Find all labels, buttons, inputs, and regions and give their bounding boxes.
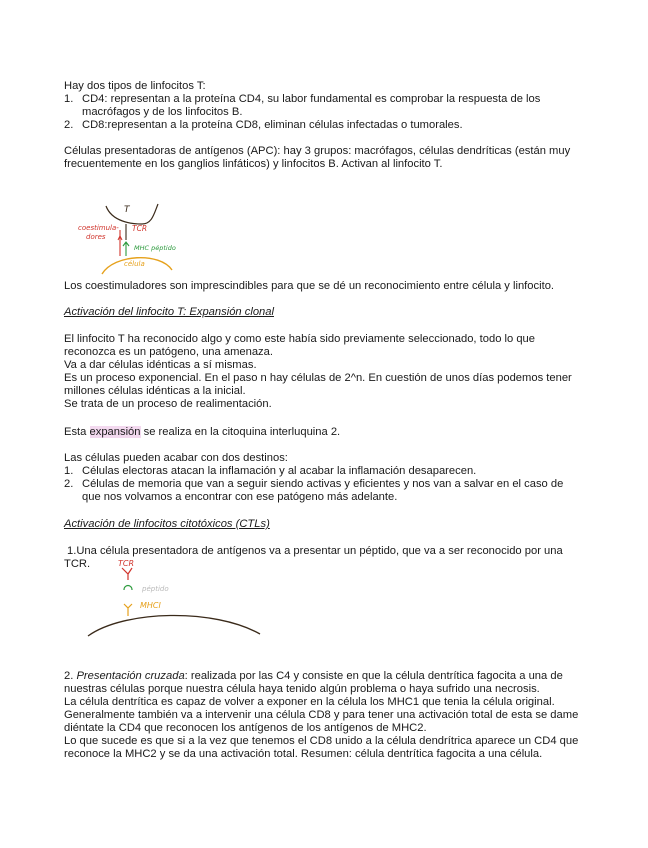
list-item-cd4-line2: macrófagos y de los linfocitos B. xyxy=(82,106,243,118)
t-label: T xyxy=(124,205,130,215)
destinos-intro: Las células pueden acabar con dos destinos: xyxy=(64,452,288,464)
mhc-label: MHCI xyxy=(140,601,161,610)
expansion-highlight: expansión xyxy=(89,426,141,438)
coestim-line-text: Los coestimuladores son imprescindibles para que se dé un reconocimiento entre célula y linfocito. xyxy=(64,280,555,292)
expansion-sentence xyxy=(64,426,340,439)
ctl-p2-line: Generalmente también va a intervenir una célula CD8 y para tener una activación total de esta se dame xyxy=(64,709,579,721)
ctl-p2-line1 xyxy=(64,670,563,683)
ctl-p2-line: nuestras células porque nuestra célula haya tenido algún problema o haya sufrido una necrosis. xyxy=(64,683,540,695)
list-number: 1. xyxy=(64,93,74,105)
section1-line: El linfocito T ha reconocido algo y como este había sido previamente seleccionado, todo lo que xyxy=(64,333,535,345)
section1-line: reconozca es un patógeno, una amenaza. xyxy=(64,346,273,358)
section1-line: Es un proceso exponencial. En el paso n hay células de 2^n. En cuestión de unos días podemos tener xyxy=(64,372,572,384)
tcr-shape xyxy=(122,568,132,580)
mhc-stem xyxy=(124,604,132,616)
intro-line: Hay dos tipos de linfocitos T: xyxy=(64,80,206,92)
ctl-p2-line: reconoce la MHC2 y se da una activación total. Resumen: célula dentrítica fagocita a una célula. xyxy=(64,748,543,760)
peptide-hook xyxy=(124,586,132,591)
expansion-pre: Esta xyxy=(64,426,90,438)
cell-label: célula xyxy=(124,260,145,268)
list-item-cd8: CD8:representan a la proteína CD8, eliminan células infectadas o tumorales. xyxy=(82,119,463,131)
tcr-label: TCR xyxy=(118,559,135,568)
section-heading-ctl: Activación de linfocitos citotóxicos (CTLs) xyxy=(64,518,270,530)
list-number: 2. xyxy=(64,119,74,131)
destino-2-line2: que nos volvamos a encontrar con ese patógeno más adelante. xyxy=(82,491,398,503)
coestim-label-2: dores xyxy=(86,233,106,241)
destino-1: Células electoras atacan la inflamación y al acabar la inflamación desaparecen. xyxy=(82,465,477,477)
apc-line2: frecuentemente en los ganglios linfáticos) y linfocitos B. Activan al linfocito T. xyxy=(64,158,443,170)
ctl-p1-line2: TCR. xyxy=(64,558,91,570)
section1-line: millones células idénticas a la inicial. xyxy=(64,385,246,397)
list-item-cd4-line1: CD4: representan a la proteína CD4, su labor fundamental es comprobar la respuesta de los xyxy=(82,93,541,105)
list-number: 1. xyxy=(64,465,74,477)
section1-line: Va a dar células idénticas a sí mismas. xyxy=(64,359,257,371)
tcr-label: TCR xyxy=(132,224,148,233)
mhc-arrow xyxy=(123,242,129,256)
p2-italic: Presentación cruzada xyxy=(76,670,185,682)
t-cell-membrane xyxy=(106,204,158,224)
cell-membrane xyxy=(88,615,260,636)
section1-line: Se trata de un proceso de realimentación. xyxy=(64,398,272,410)
list-number: 2. xyxy=(64,478,74,490)
p2-rest: : realizada por las C4 y consiste en que la célula dentrítica fagocita a una de xyxy=(184,670,563,682)
ctl-p1-line1: 1.Una célula presentadora de antígenos va a presentar un péptido, que va a ser reconocido por una xyxy=(67,545,563,557)
section-heading-expansion: Activación del linfocito T: Expansión clonal xyxy=(64,306,274,318)
apc-line1: Células presentadoras de antígenos (APC): hay 3 grupos: macrófagos, células dendríticas (están muy xyxy=(64,145,571,157)
coestim-label-1: coestimula- xyxy=(78,224,119,232)
p2-num: 2. xyxy=(64,670,77,682)
ctl-p2-line: diéntate la CD4 que reconocen los antígenos de los antígenos de MHC2. xyxy=(64,722,427,734)
mhc-label: MHC péptido xyxy=(134,244,176,252)
ctl-p2-line: Lo que sucede es que si a la vez que tenemos el CD8 unido a la célula dendrítrica aparece un CD4 que xyxy=(64,735,579,747)
ctl-p2-line: La célula dentrítica es capaz de volver a exponer en la célula los MHC1 que tenia la célula original. xyxy=(64,696,555,708)
tcr-mhc-sketch xyxy=(80,200,210,274)
tcr-peptide-sketch xyxy=(84,558,264,638)
peptido-label: péptido xyxy=(142,585,169,593)
expansion-post: se realiza en la citoquina interluquina 2. xyxy=(140,426,341,438)
destino-2-line1: Células de memoria que van a seguir siendo activas y eficientes y nos van a salvar en el caso de xyxy=(82,478,564,490)
